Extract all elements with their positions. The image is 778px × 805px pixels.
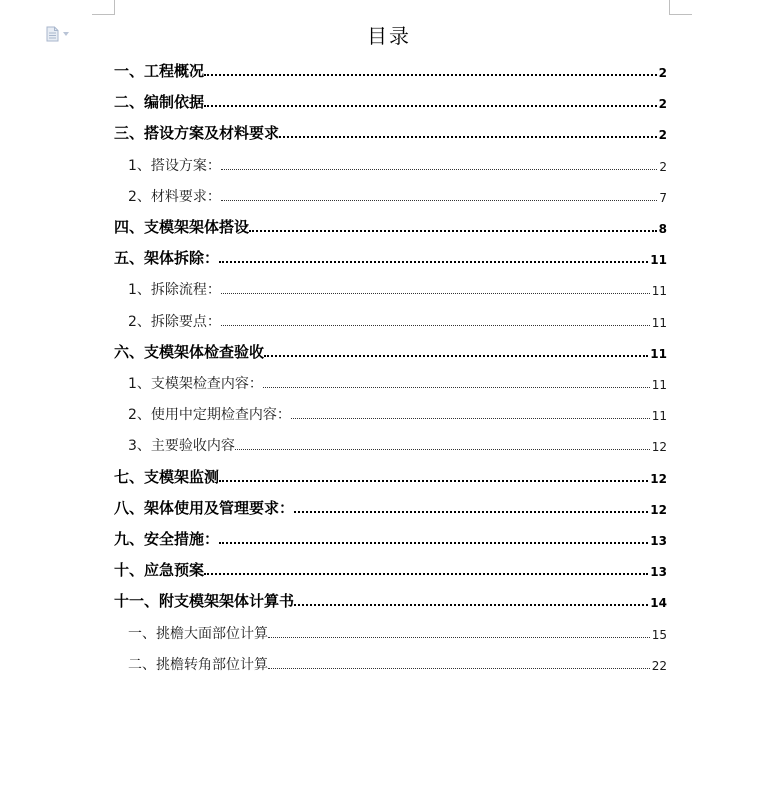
toc-dot-leader bbox=[249, 230, 657, 232]
toc-entry[interactable] bbox=[114, 587, 667, 609]
toc-entry-label: 1、支模架检查内容： bbox=[128, 376, 263, 392]
toc-entry-page-number: 12 bbox=[651, 440, 667, 455]
margin-mark-top-right bbox=[669, 0, 692, 15]
toc-entry-page-number: 11 bbox=[650, 253, 667, 268]
toc-dot-leader bbox=[204, 74, 657, 76]
toc-entry-page-number: 12 bbox=[650, 502, 667, 517]
toc-entry[interactable] bbox=[114, 556, 667, 578]
toc-entry[interactable] bbox=[114, 369, 667, 391]
toc-dot-leader bbox=[268, 668, 650, 669]
toc-entry[interactable] bbox=[114, 307, 667, 329]
toc-entry-label: 七、支模架监测 bbox=[114, 467, 220, 486]
toc-entry-page-number: 11 bbox=[651, 409, 667, 424]
toc-dot-leader bbox=[204, 105, 657, 107]
toc-entry-label: 二、挑檐转角部位计算 bbox=[128, 656, 268, 673]
toc-entry-page-number: 7 bbox=[659, 190, 667, 205]
toc-entry-label: 九、安全措施： bbox=[114, 530, 220, 548]
toc-entry[interactable] bbox=[114, 275, 667, 297]
toc-entry-page-number: 2 bbox=[658, 128, 667, 143]
toc-entry[interactable] bbox=[114, 525, 667, 547]
toc-dot-leader bbox=[219, 542, 648, 544]
toc-entry-label: 2、使用中定期检查内容： bbox=[128, 407, 291, 424]
toc-dot-leader bbox=[263, 387, 650, 388]
toc-entry-page-number: 11 bbox=[651, 284, 667, 299]
toc-entry-page-number: 15 bbox=[651, 627, 667, 642]
toc-entry-label: 一、工程概况 bbox=[114, 62, 205, 80]
toc-entry-page-number: 11 bbox=[651, 315, 667, 330]
toc-entry[interactable] bbox=[114, 463, 667, 485]
toc-entry[interactable] bbox=[114, 88, 667, 110]
toc-entry-label: 3、主要验收内容 bbox=[128, 438, 235, 455]
toc-dot-leader bbox=[219, 261, 648, 263]
toc-entry-label: 六、支模架体检查验收 bbox=[114, 342, 265, 361]
toc-entry[interactable] bbox=[114, 650, 667, 672]
toc-dot-leader bbox=[268, 637, 650, 638]
toc-dot-leader bbox=[204, 573, 648, 575]
toc-entry-label: 十一、附支模架架体计算书 bbox=[114, 592, 295, 611]
toc-dot-leader bbox=[221, 169, 657, 170]
toc-entry-page-number: 11 bbox=[651, 378, 667, 392]
toc-entry-page-number: 11 bbox=[650, 346, 667, 361]
toc-entry[interactable] bbox=[114, 338, 667, 360]
toc-entry-label: 一、挑檐大面部位计算 bbox=[128, 625, 268, 642]
toc-entry-label: 四、支模架架体搭设 bbox=[114, 218, 250, 236]
toc-entry-page-number: 8 bbox=[658, 222, 667, 236]
toc-dot-leader bbox=[235, 449, 650, 450]
toc-entry-page-number: 2 bbox=[658, 97, 667, 112]
toc-dot-leader bbox=[294, 511, 648, 513]
toc-dot-leader bbox=[221, 200, 657, 201]
toc-dot-leader bbox=[221, 325, 650, 326]
toc-dot-leader bbox=[294, 604, 648, 606]
toc-entry-page-number: 22 bbox=[651, 658, 667, 673]
toc-entry-page-number: 13 bbox=[650, 565, 667, 580]
toc-dot-leader bbox=[279, 136, 657, 138]
toc-entry-label: 五、架体拆除： bbox=[114, 249, 220, 268]
toc-entry-label: 2、拆除要点： bbox=[128, 313, 221, 330]
toc-entry[interactable] bbox=[114, 244, 667, 266]
toc-entry-label: 三、搭设方案及材料要求 bbox=[114, 124, 280, 143]
toc-entry[interactable] bbox=[114, 119, 667, 141]
toc-entry-page-number: 14 bbox=[650, 596, 667, 611]
toc-entry[interactable] bbox=[114, 400, 667, 422]
toc-entry[interactable] bbox=[114, 57, 667, 79]
toc-entry-label: 1、拆除流程： bbox=[128, 282, 221, 299]
toc-entry-label: 2、材料要求： bbox=[128, 188, 221, 205]
toc-entry-page-number: 2 bbox=[658, 66, 667, 80]
page-title: 目录 bbox=[367, 24, 411, 48]
toc-entry-page-number: 13 bbox=[650, 534, 667, 548]
toc-entry-label: 八、架体使用及管理要求： bbox=[114, 498, 295, 517]
toc-dot-leader bbox=[264, 355, 648, 357]
toc-entry[interactable] bbox=[114, 213, 667, 235]
toc-entry[interactable] bbox=[114, 182, 667, 204]
toc-entry-label: 十、应急预案 bbox=[114, 561, 205, 580]
toc-entry[interactable] bbox=[114, 151, 667, 173]
toc-entry-label: 1、搭设方案： bbox=[128, 157, 221, 174]
toc-entry[interactable] bbox=[114, 494, 667, 516]
toc-entry-label: 二、编制依据 bbox=[114, 93, 205, 112]
toc-entry-page-number: 12 bbox=[650, 471, 667, 486]
toc-entry-page-number: 2 bbox=[659, 159, 667, 174]
margin-mark-top-left bbox=[92, 0, 115, 15]
toc-entry[interactable] bbox=[114, 619, 667, 641]
toc-dot-leader bbox=[221, 293, 650, 294]
toc-dot-leader bbox=[219, 480, 648, 482]
toc-entry[interactable] bbox=[114, 431, 667, 453]
toc-dot-leader bbox=[291, 418, 650, 419]
